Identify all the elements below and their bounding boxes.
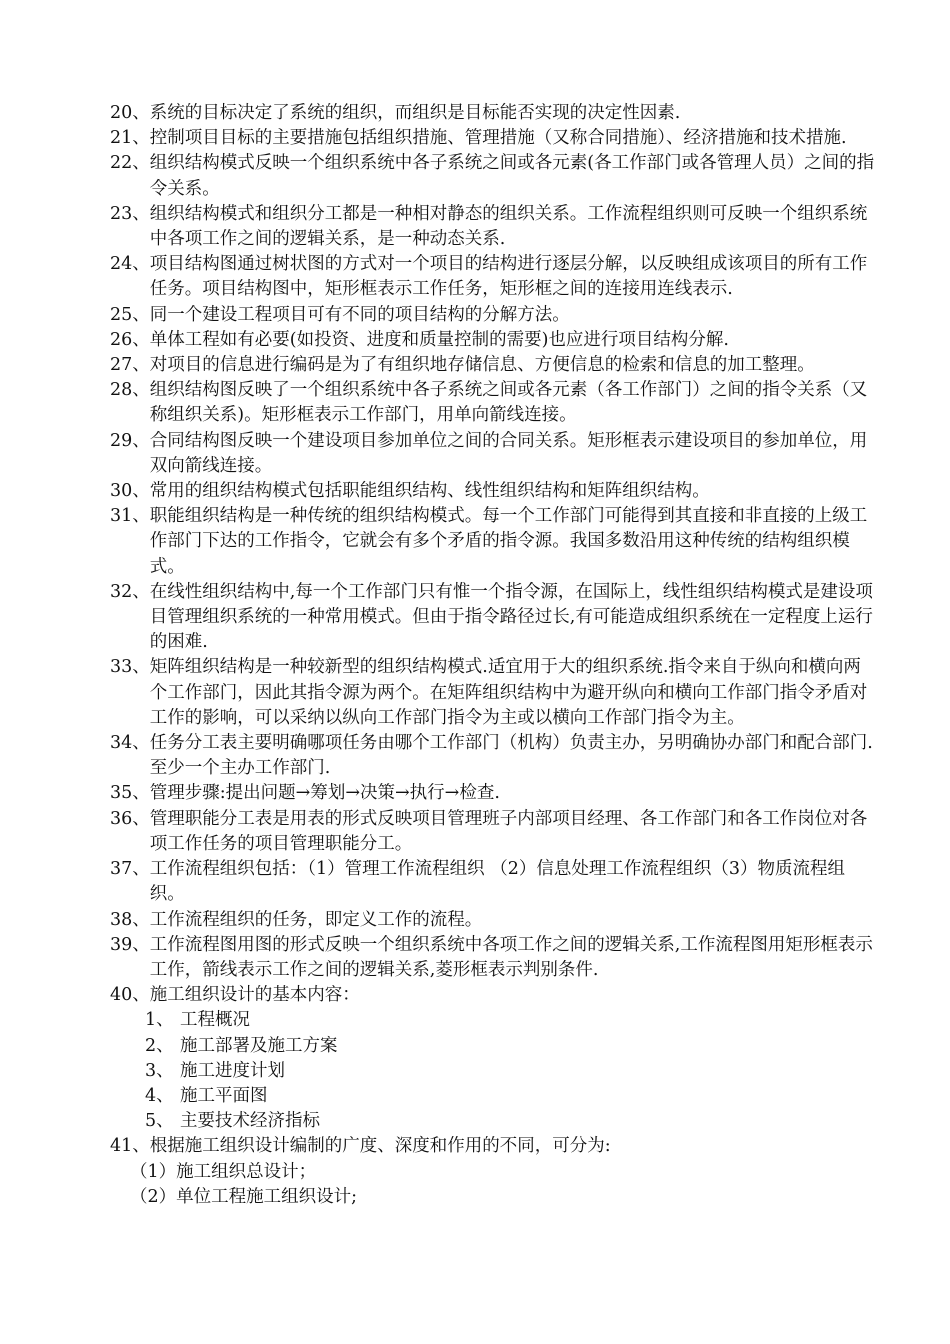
sub-list-item-text: 施工平面图	[180, 1085, 268, 1106]
list-item-text: 工作流程组织的任务，即定义工作的流程。	[149, 909, 483, 930]
list-item-number: 40、	[110, 985, 150, 1006]
list-item	[110, 126, 875, 151]
classification-item: （2）单位工程施工组织设计;	[130, 1186, 358, 1207]
sub-list-item-number: 5、	[145, 1111, 174, 1132]
list-item-text: 根据施工组织设计编制的广度、深度和作用的不同，可分为:	[149, 1136, 611, 1157]
sub-list-item-number: 4、	[145, 1085, 174, 1106]
classification-list	[110, 1160, 875, 1210]
sub-list-item-text: 主要技术经济指标	[180, 1111, 320, 1132]
list-item-text: 组织结构模式和组织分工都是一种相对静态的组织关系。工作流程组织则可反映一个组织系统中各项工作之间的逻辑关系，是一种动态关系.	[149, 203, 868, 250]
sub-list	[110, 1008, 875, 1134]
sub-list-item-text: 工程概况	[180, 1010, 250, 1031]
list-item-text: 矩阵组织结构是一种较新型的组织结构模式.适宜用于大的组织系统.指令来自于纵向和横向两个工作部门，因此其指令源为两个。在矩阵组织结构中为避开纵向和横向工作部门指令矛盾对工作的影响，可以采纳以纵向工作部门指令为主或以横向工作部门指令为主。	[149, 657, 868, 728]
list-item	[110, 252, 875, 302]
list-item-number: 24、	[110, 254, 150, 275]
list-item-number: 41、	[110, 1136, 150, 1157]
list-item	[110, 151, 875, 201]
list-item-text: 工作流程图用图的形式反映一个组织系统中各项工作之间的逻辑关系,工作流程图用矩形框表示工作，箭线表示工作之间的逻辑关系,菱形框表示判别条件.	[149, 934, 873, 980]
list-item-text: 同一个建设工程项目可有不同的项目结构的分解方法。	[149, 304, 570, 325]
list-item	[110, 202, 875, 252]
list-item	[110, 983, 875, 1008]
list-item-number: 35、	[110, 783, 150, 804]
list-item-text: 在线性组织结构中,每一个工作部门只有惟一个指令源，在国际上，线性组织结构模式是建设项目管理组织系统的一种常用模式。但由于指令路径过长,有可能造成组织系统在一定程度上运行的困难.	[149, 581, 873, 653]
sub-list-item-text: 施工部署及施工方案	[180, 1035, 338, 1056]
list-item-number: 20、	[110, 103, 150, 123]
list-item-text: 常用的组织结构模式包括职能组织结构、线性组织结构和矩阵组织结构。	[149, 481, 710, 502]
list-item-number: 38、	[110, 909, 150, 930]
list-item-text: 组织结构图反映了一个组织系统中各子系统之间或各元素（各工作部门）之间的指令关系（又称组织关系)。矩形框表示工作部门，用单向箭线连接。	[149, 380, 868, 426]
list-item-number: 29、	[110, 430, 150, 451]
list-item-text: 对项目的信息进行编码是为了有组织地存储信息、方便信息的检索和信息的加工整理。	[149, 355, 815, 376]
list-item-text: 施工组织设计的基本内容：	[149, 985, 360, 1006]
list-item	[110, 429, 875, 479]
document-body	[110, 101, 875, 1210]
list-item-number: 27、	[110, 355, 150, 376]
list-item	[110, 933, 875, 983]
list-item-number: 22、	[110, 153, 150, 174]
list-item	[110, 908, 875, 933]
list-item	[110, 353, 875, 378]
list-item	[110, 101, 875, 126]
classification-item: （1）施工组织总设计；	[130, 1161, 317, 1182]
list-item-text: 工作流程组织包括：（1）管理工作流程组织 （2）信息处理工作流程组织（3）物质流程组织。	[149, 859, 845, 905]
list-item-text: 管理步骤:提出问题→筹划→决策→执行→检查.	[149, 783, 500, 804]
list-item	[110, 303, 875, 328]
list-item-text: 职能组织结构是一种传统的组织结构模式。每一个工作部门可能得到其直接和非直接的上级工作部门下达的工作指令，它就会有多个矛盾的指令源。我国多数沿用这种传统的结构组织模式。	[149, 506, 868, 577]
sub-list-item-number: 2、	[145, 1035, 174, 1056]
list-item-number: 26、	[110, 329, 150, 350]
list-item-41	[110, 1134, 875, 1159]
sub-list-item	[110, 1059, 875, 1084]
list-item-text: 系统的目标决定了系统的组织，而组织是目标能否实现的决定性因素.	[149, 103, 681, 123]
list-item	[110, 504, 875, 580]
list-item-number: 37、	[110, 859, 150, 880]
list-item-text: 项目结构图通过树状图的方式对一个项目的结构进行逐层分解，以反映组成该项目的所有工作任务。项目结构图中，矩形框表示工作任务，矩形框之间的连接用连线表示.	[149, 254, 868, 300]
list-item-number: 32、	[110, 581, 150, 602]
list-item-number: 21、	[110, 128, 150, 149]
list-item-number: 36、	[110, 808, 150, 829]
list-item	[110, 731, 875, 781]
sub-list-item	[110, 1084, 875, 1109]
list-item-text: 合同结构图反映一个建设项目参加单位之间的合同关系。矩形框表示建设项目的参加单位，用双向箭线连接。	[149, 430, 868, 476]
sub-list-item	[110, 1034, 875, 1059]
list-item	[110, 781, 875, 806]
list-item	[110, 328, 875, 353]
sub-list-item-number: 3、	[145, 1060, 174, 1081]
sub-list-item-text: 施工进度计划	[180, 1060, 285, 1081]
list-item	[110, 807, 875, 857]
list-item-text: 管理职能分工表是用表的形式反映项目管理班子内部项目经理、各工作部门和各工作岗位对各项工作任务的项目管理职能分工。	[149, 808, 868, 854]
list-item	[110, 378, 875, 428]
list-item-text: 任务分工表主要明确哪项任务由哪个工作部门（机构）负责主办，另明确协办部门和配合部门.至少一个主办工作部门.	[149, 733, 873, 779]
sub-list-item	[110, 1008, 875, 1033]
list-item-text: 控制项目目标的主要措施包括组织措施、管理措施（又称合同措施）、经济措施和技术措施.	[149, 128, 847, 149]
list-item-number: 34、	[110, 733, 150, 754]
list-item-number: 30、	[110, 481, 150, 502]
sub-list-item	[110, 1109, 875, 1134]
list-item	[110, 479, 875, 504]
list-item	[110, 857, 875, 907]
list-item	[110, 580, 875, 656]
numbered-list	[110, 101, 875, 1008]
list-item-number: 23、	[110, 203, 150, 224]
list-item-number: 33、	[110, 657, 150, 678]
list-item-text: 单体工程如有必要(如投资、进度和质量控制的需要)也应进行项目结构分解.	[149, 329, 729, 350]
sub-list-item-number: 1、	[145, 1010, 174, 1031]
list-item-number: 31、	[110, 506, 150, 527]
list-item-number: 28、	[110, 380, 150, 401]
list-item-number: 25、	[110, 304, 150, 325]
list-item-number: 39、	[110, 934, 150, 955]
list-item	[110, 655, 875, 731]
list-item-text: 组织结构模式反映一个组织系统中各子系统之间或各元素(各工作部门或各管理人员）之间的指令关系。	[149, 153, 875, 199]
